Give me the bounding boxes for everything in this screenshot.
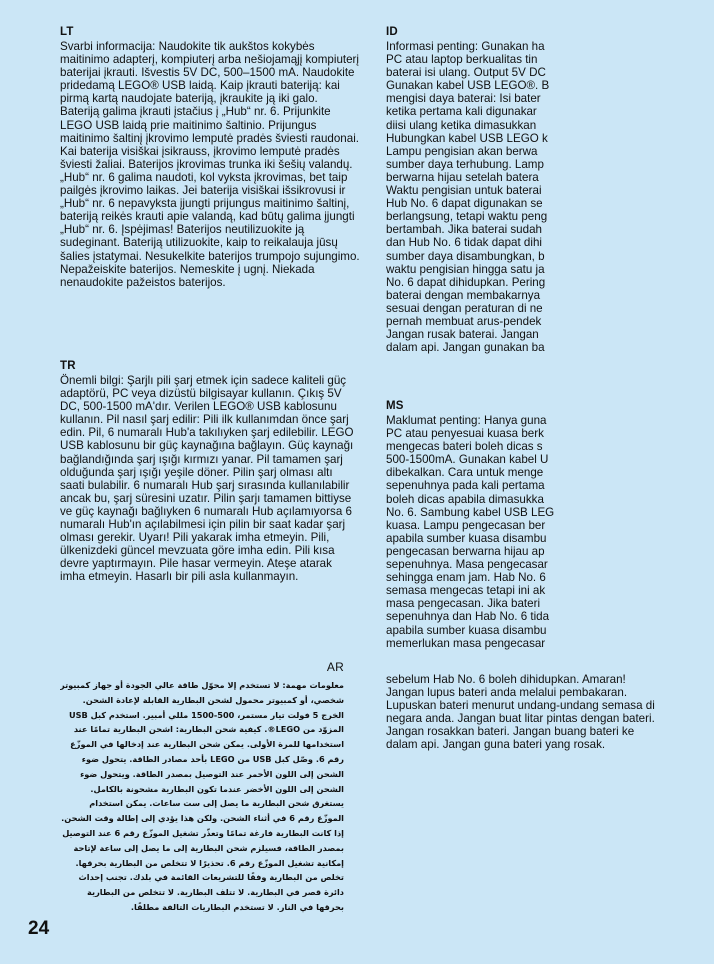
section-lt (60, 26, 360, 289)
section-ms (386, 400, 556, 688)
language-code-tr: TR (60, 360, 76, 372)
language-code-lt: LT (60, 26, 74, 38)
section-ms-tail (386, 673, 666, 752)
text-id: Informasi penting: Gunakan ha PC atau laptop berkualitas tin baterai isi ulang. Output 5V DC Gunakan kabel USB LEGO®. B mengisi daya baterai: Isi bater ketika pertama kali digunakar diisi ulang ketika dimasukkan Hubungkan kabel USB LEGO k Lampu pengisian akan berwa sumber daya terhubung. Lamp berwarna hijau setelah batera Waktu pengisian untuk baterai Hub No. 6 dapat digunakan se berlangsung, tetapi waktu peng bertambah. Jika baterai sudah dan Hub No. 6 tidak dapat dihi sumber daya disambungkan, b waktu pengisian hingga satu ja No. 6 dapat dihidupkan. Pering baterai dengan membakarnya sesuai dengan peraturan di ne pernah membuat arus-pendek Jangan rusak baterai. Jangan dalam api. Jangan gunakan ba (386, 40, 550, 355)
text-ar: معلومات مهمة: لا تستخدم إلا محوّل طاقة عالي الجودة أو جهاز كمبيوتر شخصي، أو كمبيوتر محمول لشحن البطارية القابلة لإعادة الشحن. الخرج 5 فولت تيار مستمر، 500-1500 مللي أمبير. استخدم كبل USB المزوّد من LEGO®. كيفية شحن البطارية: اشحن البطارية تمامًا عند استخدامها للمرة الأولى. يمكن شحن البطارية عند إدخالها في الموزّع رقم 6. وصّل كبل USB من LEGO بأحد مصادر الطاقة. يتحول ضوء الشحن إلى اللون الأحمر عند التوصيل بمصدر الطاقة. ويتحول ضوء الشحن إلى اللون الأخضر عندما تكون البطارية مشحونة بالكامل. يستغرق شحن البطارية ما يصل إلى ست ساعات. يمكن استخدام الموزّع رقم 6 في أثناء الشحن. ولكن هذا يؤدي إلى إطالة وقت الشحن. إذا كانت البطارية فارغة تمامًا وتعذّر تشغيل الموزّع رقم 6 عند التوصيل بمصدر الطاقة، فسيلزم شحن البطارية إلى ما يصل إلى ساعة لإتاحة إمكانية تشغيل الموزّع رقم 6. تحذيرًا لا تتخلص من البطارية بحرقها. تخلص من البطارية وفقًا للتشريعات القائمة في بلدك. تجنب إحداث دائرة قصر في البطارية. لا تتلف البطارية. لا تتخلص من البطارية بحرقها في النار. لا تستخدم البطاريات التالفة مطلقًا. (60, 680, 344, 912)
language-code-ar: AR (326, 660, 344, 674)
section-tr (60, 360, 360, 584)
text-tr: Önemli bilgi: Şarjlı pili şarj etmek için sadece kaliteli güç adaptörü, PC veya dizüstü bilgisayar kullanın. Çıkış 5V DC, 500-1500 mA'dır. Verilen LEGO® USB kablosunu kullanın. Pil nasıl şarj edilir: Pili ilk kullanımdan önce şarj edin. Pil, 6 numaralı Hub'a takılıyken şarj edilebilir. LEGO USB kablosunu bir güç kaynağına bağlayın. Güç kaynağı bağlandığında şarj ışığı kırmızı yanar. Pil tamamen şarj olduğunda şarj ışığı yeşile döner. Pilin şarj olması altı saati bulabilir. 6 numaralı Hub şarj sırasında kullanılabilir ancak bu, şarj süresini uzatır. Pilin şarjı tamamen bittiyse ve güç kaynağı bağlıyken 6 numaralı Hub açılamıyorsa 6 numaralı Hub'ın açılabilmesi için pilin bir saat kadar şarj olması gerekir. Uyarı! Pili yakarak imha etmeyin. Pili, ülkenizdeki güncel mevzuata göre imha edin. Pili kısa devre yaptırmayın. Pile hasar vermeyin. Ateşe atarak imha etmeyin. Hasarlı bir pili asla kullanmayın. (60, 374, 354, 584)
section-ar (60, 660, 344, 915)
text-ms-tail: sebelum Hab No. 6 boleh dihidupkan. Amaran! Jangan lupus bateri anda melalui pembakaran. Lupuskan bateri menurut undang-undang semasa di negara anda. Jangan buat litar pintas dengan bateri. Jangan rosakkan bateri. Jangan buang bateri ke dalam api. Jangan guna bateri yang rosak. (386, 673, 655, 752)
language-code-id: ID (386, 26, 398, 38)
section-id (386, 26, 556, 384)
text-ms: Maklumat penting: Hanya guna PC atau penyesuai kuasa berk mengecas bateri boleh dicas s 500-1500mA. Gunakan kabel U dibekalkan. Cara untuk menge sepenuhnya pada kali pertama boleh dicas apabila dimasukka No. 6. Sambung kabel USB LEG kuasa. Lampu pengecasan ber apabila sumber kuasa disambu pengecasan berwarna hijau ap sepenuhnya. Masa pengecasar sehingga enam jam. Hab No. 6 semasa mengecas tetapi ini ak masa pengecasan. Jika bateri sepenuhnya dan Hab No. 6 tida apabila sumber kuasa disambu memerlukan masa pengecasar (386, 414, 555, 650)
text-lt: Svarbi informacija: Naudokite tik aukštos kokybės maitinimo adapterį, kompiuterį arba nešiojamąjį kompiuterį baterijai įkrauti. Išvestis 5V DC, 500–1500 mA. Naudokite pridedamą LEGO® USB laidą. Kaip įkrauti bateriją: kai pirmą kartą naudojate bateriją, įkraukite ją iki galo. Bateriją galima įkrauti įstačius į „Hub“ nr. 6. Prijunkite LEGO USB laidą prie maitinimo šaltinio. Prijungus maitinimo šaltinį įkrovimo lemputė pradės šviesti raudonai. Kai baterija visiškai įsikrauss, įkrovimo lemputė pradės šviesti žaliai. Baterijos įkrovimas trunka iki šešių valandų. „Hub“ nr. 6 galima naudoti, kol vyksta įkrovimas, bet taip pailgės įkrovimo laikas. Jei baterija visiškai išsikrovusi ir „Hub“ nr. 6 nepavyksta įjungti prijungus maitinimo šaltinį, bateriją reikės krauti apie valandą, kad būtų galima įjungti „Hub“ nr. 6. Įspėjimas! Baterijos neutilizuokite ją sudeginant. Bateriją utilizuokite, kaip to reikalauja jūsų šalies įstatymai. Nesukelkite baterijos trumpojo sujungimo. Nepažeiskite baterijos. Nemeskite į ugnį. Niekada nenaudokite pažeistos baterijos. (60, 40, 360, 289)
page-number: 24 (28, 918, 50, 939)
language-code-ms: MS (386, 400, 404, 412)
